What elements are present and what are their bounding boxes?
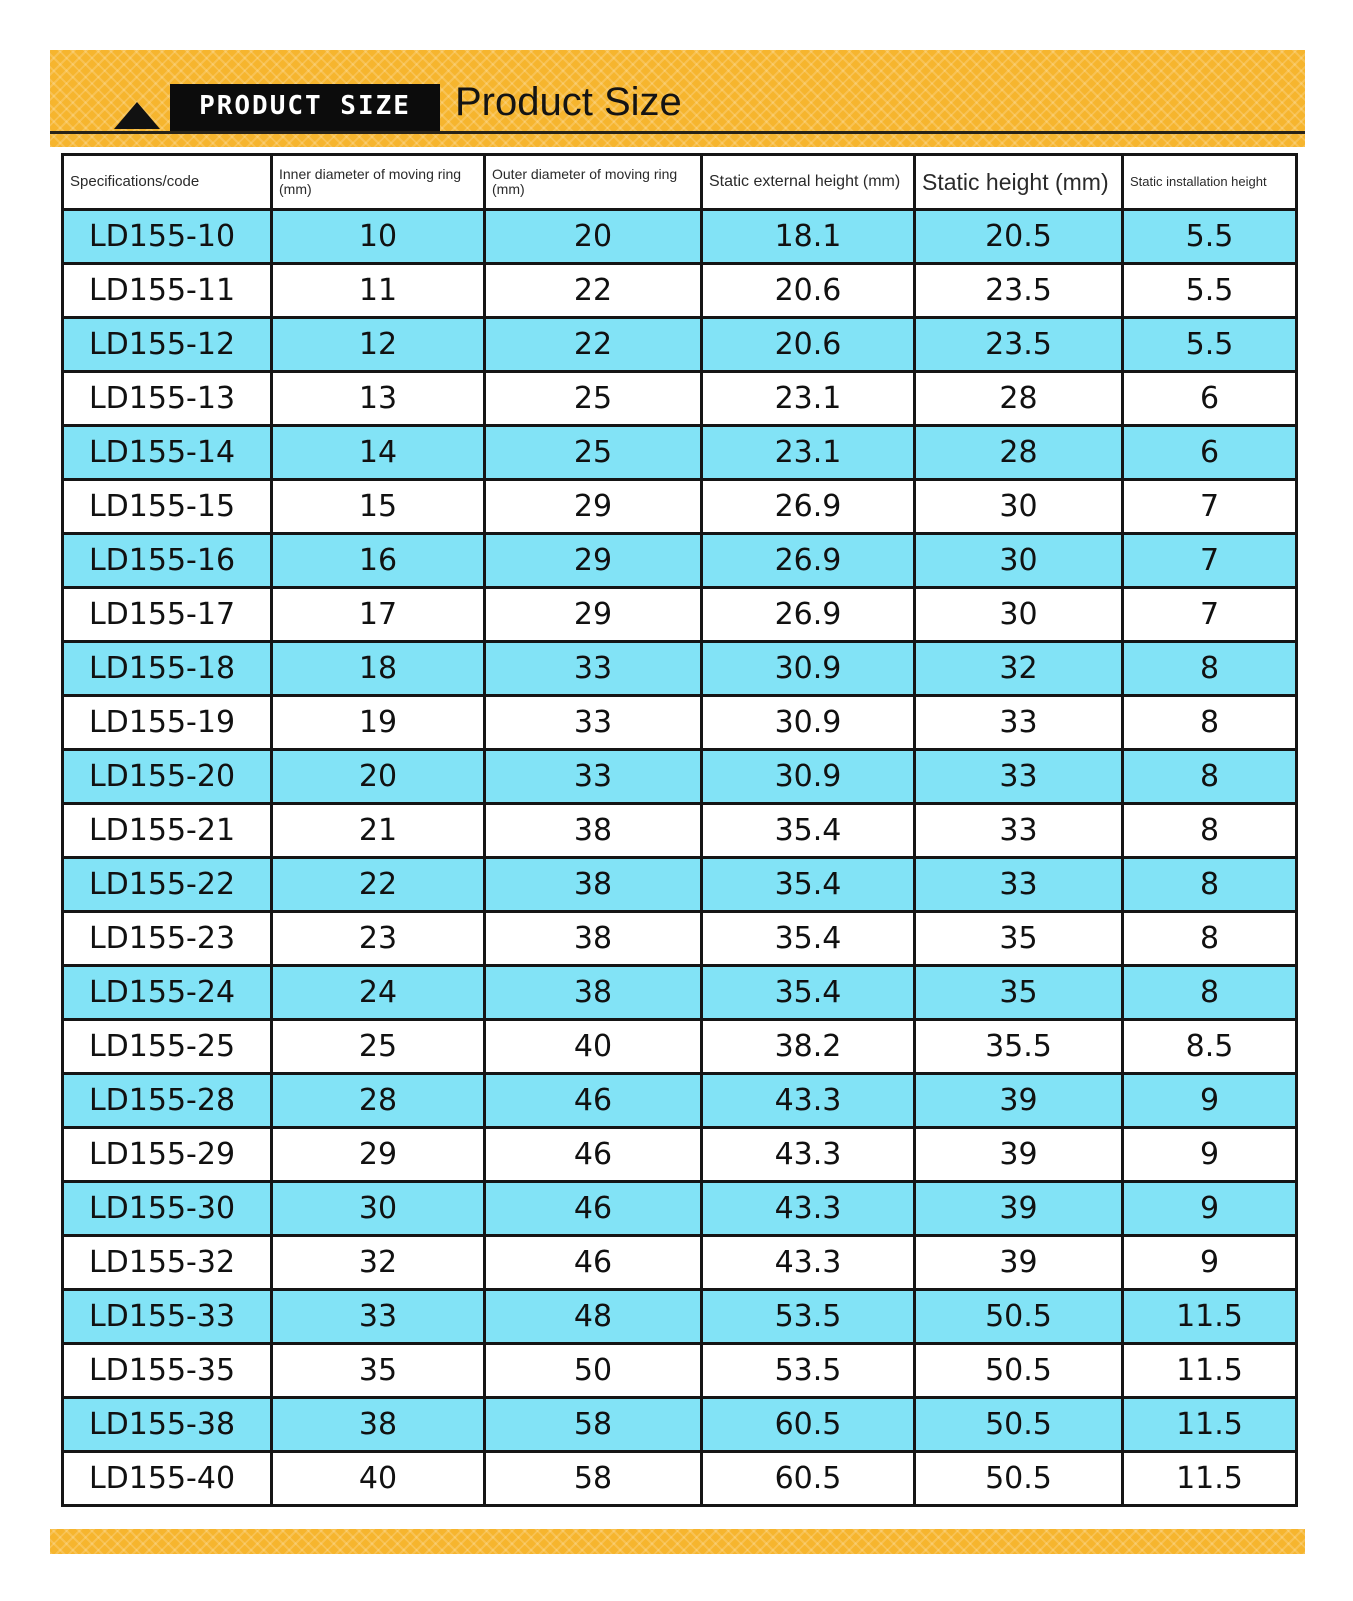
cell-static-installation-height: 9 xyxy=(1123,1128,1297,1182)
cell-static-external-height: 43.3 xyxy=(702,1074,915,1128)
table-row xyxy=(63,1290,1297,1344)
cell-static-external-height: 26.9 xyxy=(702,534,915,588)
cell-static-external-height: 35.4 xyxy=(702,966,915,1020)
cell-static-height: 30 xyxy=(915,588,1123,642)
cell-inner-diameter: 25 xyxy=(272,1020,485,1074)
cell-outer-diameter: 22 xyxy=(485,318,702,372)
cell-outer-diameter: 46 xyxy=(485,1182,702,1236)
cell-outer-diameter: 29 xyxy=(485,588,702,642)
cell-static-height: 39 xyxy=(915,1074,1123,1128)
cell-spec-code: LD155-11 xyxy=(63,264,272,318)
cell-outer-diameter: 38 xyxy=(485,804,702,858)
cell-static-external-height: 35.4 xyxy=(702,858,915,912)
cell-inner-diameter: 23 xyxy=(272,912,485,966)
column-header-static-height: Static height (mm) xyxy=(915,155,1123,210)
table-row xyxy=(63,534,1297,588)
cell-spec-code: LD155-22 xyxy=(63,858,272,912)
cell-inner-diameter: 20 xyxy=(272,750,485,804)
cell-outer-diameter: 22 xyxy=(485,264,702,318)
table-row xyxy=(63,588,1297,642)
cell-spec-code: LD155-28 xyxy=(63,1074,272,1128)
cell-static-external-height: 30.9 xyxy=(702,750,915,804)
table-row xyxy=(63,696,1297,750)
table-row xyxy=(63,804,1297,858)
cell-static-height: 50.5 xyxy=(915,1452,1123,1506)
cell-static-height: 33 xyxy=(915,750,1123,804)
cell-outer-diameter: 46 xyxy=(485,1236,702,1290)
cell-inner-diameter: 17 xyxy=(272,588,485,642)
cell-static-external-height: 26.9 xyxy=(702,480,915,534)
cell-spec-code: LD155-29 xyxy=(63,1128,272,1182)
cell-inner-diameter: 16 xyxy=(272,534,485,588)
cell-outer-diameter: 50 xyxy=(485,1344,702,1398)
cell-static-height: 23.5 xyxy=(915,318,1123,372)
cell-static-external-height: 20.6 xyxy=(702,318,915,372)
cell-inner-diameter: 38 xyxy=(272,1398,485,1452)
cell-spec-code: LD155-20 xyxy=(63,750,272,804)
cell-static-installation-height: 9 xyxy=(1123,1182,1297,1236)
cell-outer-diameter: 33 xyxy=(485,696,702,750)
cell-static-height: 32 xyxy=(915,642,1123,696)
badge-underline xyxy=(170,128,440,131)
cell-inner-diameter: 21 xyxy=(272,804,485,858)
cell-outer-diameter: 38 xyxy=(485,858,702,912)
cell-spec-code: LD155-32 xyxy=(63,1236,272,1290)
table-row xyxy=(63,1344,1297,1398)
cell-spec-code: LD155-19 xyxy=(63,696,272,750)
cell-static-height: 33 xyxy=(915,858,1123,912)
table-body xyxy=(63,210,1297,1506)
cell-static-external-height: 35.4 xyxy=(702,804,915,858)
table-row xyxy=(63,642,1297,696)
cell-inner-diameter: 11 xyxy=(272,264,485,318)
cell-static-height: 50.5 xyxy=(915,1398,1123,1452)
cell-static-installation-height: 5.5 xyxy=(1123,210,1297,264)
table-row xyxy=(63,1020,1297,1074)
cell-inner-diameter: 35 xyxy=(272,1344,485,1398)
table-row xyxy=(63,372,1297,426)
cell-outer-diameter: 33 xyxy=(485,750,702,804)
cell-outer-diameter: 46 xyxy=(485,1128,702,1182)
table-row xyxy=(63,480,1297,534)
cell-static-installation-height: 8 xyxy=(1123,912,1297,966)
cell-inner-diameter: 33 xyxy=(272,1290,485,1344)
cell-static-external-height: 60.5 xyxy=(702,1398,915,1452)
table-row xyxy=(63,210,1297,264)
cell-spec-code: LD155-23 xyxy=(63,912,272,966)
cell-spec-code: LD155-35 xyxy=(63,1344,272,1398)
product-size-badge: PRODUCT SIZE xyxy=(170,84,440,128)
table-row xyxy=(63,318,1297,372)
cell-static-external-height: 23.1 xyxy=(702,426,915,480)
cell-static-external-height: 53.5 xyxy=(702,1290,915,1344)
cell-spec-code: LD155-12 xyxy=(63,318,272,372)
cell-spec-code: LD155-13 xyxy=(63,372,272,426)
cell-spec-code: LD155-24 xyxy=(63,966,272,1020)
cell-inner-diameter: 24 xyxy=(272,966,485,1020)
cell-static-external-height: 43.3 xyxy=(702,1182,915,1236)
cell-static-installation-height: 11.5 xyxy=(1123,1344,1297,1398)
cell-static-external-height: 30.9 xyxy=(702,696,915,750)
cell-inner-diameter: 40 xyxy=(272,1452,485,1506)
banner-underlay xyxy=(50,134,1305,147)
cell-spec-code: LD155-10 xyxy=(63,210,272,264)
cell-static-external-height: 30.9 xyxy=(702,642,915,696)
cell-static-installation-height: 5.5 xyxy=(1123,318,1297,372)
cell-outer-diameter: 20 xyxy=(485,210,702,264)
cell-static-height: 35 xyxy=(915,912,1123,966)
cell-static-installation-height: 5.5 xyxy=(1123,264,1297,318)
cell-static-height: 28 xyxy=(915,372,1123,426)
column-header-outer-diameter: Outer diameter of moving ring (mm) xyxy=(485,155,702,210)
cell-static-height: 30 xyxy=(915,534,1123,588)
cell-static-height: 33 xyxy=(915,804,1123,858)
table-row xyxy=(63,1398,1297,1452)
cell-static-height: 33 xyxy=(915,696,1123,750)
cell-inner-diameter: 15 xyxy=(272,480,485,534)
cell-inner-diameter: 28 xyxy=(272,1074,485,1128)
cell-static-height: 35 xyxy=(915,966,1123,1020)
cell-outer-diameter: 29 xyxy=(485,480,702,534)
cell-static-external-height: 20.6 xyxy=(702,264,915,318)
cell-outer-diameter: 48 xyxy=(485,1290,702,1344)
cell-static-installation-height: 8 xyxy=(1123,642,1297,696)
cell-static-height: 30 xyxy=(915,480,1123,534)
table-row xyxy=(63,912,1297,966)
cell-static-height: 50.5 xyxy=(915,1344,1123,1398)
table-row xyxy=(63,1074,1297,1128)
cell-inner-diameter: 13 xyxy=(272,372,485,426)
cell-outer-diameter: 58 xyxy=(485,1452,702,1506)
cell-static-external-height: 53.5 xyxy=(702,1344,915,1398)
cell-static-installation-height: 6 xyxy=(1123,426,1297,480)
cell-outer-diameter: 33 xyxy=(485,642,702,696)
cell-outer-diameter: 38 xyxy=(485,912,702,966)
cell-static-installation-height: 7 xyxy=(1123,480,1297,534)
cell-static-height: 28 xyxy=(915,426,1123,480)
cell-static-height: 50.5 xyxy=(915,1290,1123,1344)
cell-inner-diameter: 10 xyxy=(272,210,485,264)
triangle-icon xyxy=(114,102,160,129)
cell-static-installation-height: 8 xyxy=(1123,804,1297,858)
table-row xyxy=(63,426,1297,480)
cell-static-installation-height: 9 xyxy=(1123,1074,1297,1128)
cell-inner-diameter: 29 xyxy=(272,1128,485,1182)
cell-spec-code: LD155-14 xyxy=(63,426,272,480)
cell-spec-code: LD155-21 xyxy=(63,804,272,858)
column-header-static-external-height: Static external height (mm) xyxy=(702,155,915,210)
column-header-inner-diameter: Inner diameter of moving ring (mm) xyxy=(272,155,485,210)
table-header xyxy=(63,155,1297,210)
cell-static-height: 39 xyxy=(915,1236,1123,1290)
cell-outer-diameter: 25 xyxy=(485,372,702,426)
cell-static-height: 39 xyxy=(915,1182,1123,1236)
cell-spec-code: LD155-25 xyxy=(63,1020,272,1074)
cell-inner-diameter: 12 xyxy=(272,318,485,372)
cell-outer-diameter: 46 xyxy=(485,1074,702,1128)
cell-spec-code: LD155-40 xyxy=(63,1452,272,1506)
cell-static-external-height: 26.9 xyxy=(702,588,915,642)
cell-spec-code: LD155-17 xyxy=(63,588,272,642)
cell-inner-diameter: 30 xyxy=(272,1182,485,1236)
table-row xyxy=(63,1182,1297,1236)
cell-static-external-height: 43.3 xyxy=(702,1128,915,1182)
cell-static-installation-height: 8 xyxy=(1123,696,1297,750)
cell-static-installation-height: 8 xyxy=(1123,966,1297,1020)
cell-static-external-height: 43.3 xyxy=(702,1236,915,1290)
cell-static-installation-height: 8 xyxy=(1123,858,1297,912)
table-row xyxy=(63,858,1297,912)
table-row xyxy=(63,264,1297,318)
cell-static-external-height: 18.1 xyxy=(702,210,915,264)
cell-static-external-height: 23.1 xyxy=(702,372,915,426)
table-row xyxy=(63,750,1297,804)
cell-outer-diameter: 40 xyxy=(485,1020,702,1074)
page-title: Product Size xyxy=(455,80,682,124)
cell-static-installation-height: 9 xyxy=(1123,1236,1297,1290)
cell-static-installation-height: 11.5 xyxy=(1123,1452,1297,1506)
column-header-static-installation-height: Static installation height xyxy=(1123,155,1297,210)
table-row xyxy=(63,1236,1297,1290)
cell-static-installation-height: 7 xyxy=(1123,588,1297,642)
product-size-table xyxy=(61,153,1298,1507)
cell-static-installation-height: 8.5 xyxy=(1123,1020,1297,1074)
cell-static-height: 23.5 xyxy=(915,264,1123,318)
table-row xyxy=(63,1452,1297,1506)
cell-spec-code: LD155-16 xyxy=(63,534,272,588)
cell-spec-code: LD155-15 xyxy=(63,480,272,534)
cell-static-external-height: 35.4 xyxy=(702,912,915,966)
cell-static-external-height: 38.2 xyxy=(702,1020,915,1074)
cell-static-installation-height: 11.5 xyxy=(1123,1290,1297,1344)
table-row xyxy=(63,1128,1297,1182)
cell-inner-diameter: 14 xyxy=(272,426,485,480)
cell-static-external-height: 60.5 xyxy=(702,1452,915,1506)
cell-spec-code: LD155-30 xyxy=(63,1182,272,1236)
cell-inner-diameter: 22 xyxy=(272,858,485,912)
cell-static-height: 20.5 xyxy=(915,210,1123,264)
cell-static-installation-height: 7 xyxy=(1123,534,1297,588)
cell-inner-diameter: 32 xyxy=(272,1236,485,1290)
cell-outer-diameter: 25 xyxy=(485,426,702,480)
cell-static-installation-height: 8 xyxy=(1123,750,1297,804)
cell-static-height: 39 xyxy=(915,1128,1123,1182)
cell-inner-diameter: 18 xyxy=(272,642,485,696)
cell-spec-code: LD155-33 xyxy=(63,1290,272,1344)
header-row xyxy=(63,155,1297,210)
cell-static-installation-height: 6 xyxy=(1123,372,1297,426)
cell-outer-diameter: 58 xyxy=(485,1398,702,1452)
table-row xyxy=(63,966,1297,1020)
cell-outer-diameter: 38 xyxy=(485,966,702,1020)
cell-static-installation-height: 11.5 xyxy=(1123,1398,1297,1452)
column-header-spec-code: Specifications/code xyxy=(63,155,272,210)
cell-spec-code: LD155-18 xyxy=(63,642,272,696)
footer-banner xyxy=(50,1529,1305,1554)
cell-static-height: 35.5 xyxy=(915,1020,1123,1074)
cell-spec-code: LD155-38 xyxy=(63,1398,272,1452)
cell-outer-diameter: 29 xyxy=(485,534,702,588)
cell-inner-diameter: 19 xyxy=(272,696,485,750)
